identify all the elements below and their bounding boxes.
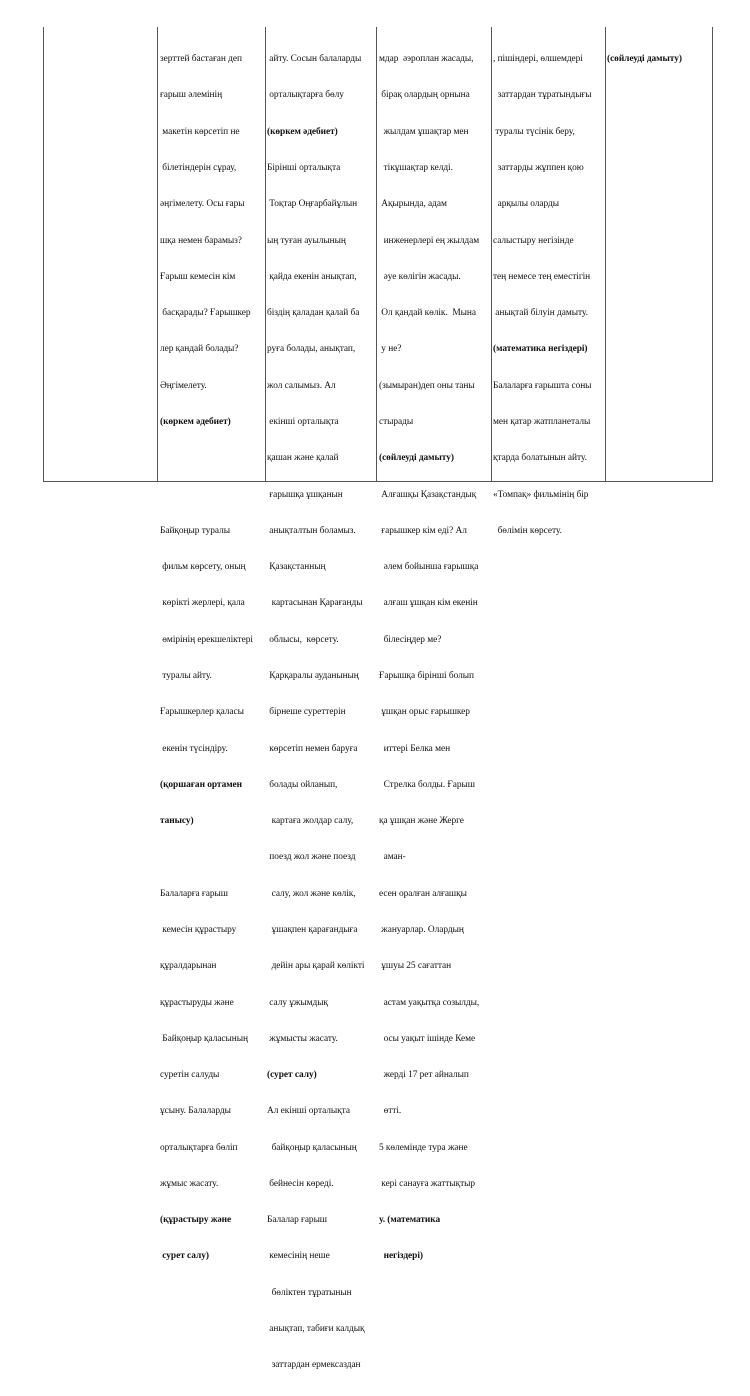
text-line: білетіндерін сұрау, — [160, 163, 237, 174]
column-divider-1 — [157, 27, 158, 481]
text-line: зерттей бастаған деп — [160, 54, 242, 65]
text-line: 5 көлемінде тура және — [379, 1142, 468, 1153]
column-divider-5 — [605, 27, 606, 481]
text-line: Алғашқы Қазақстандық — [379, 489, 477, 500]
text-line: тең немесе тең еместігін — [493, 271, 591, 282]
text-line: Қазақстанның — [267, 562, 326, 573]
text-line: Әңгімелету. — [160, 380, 207, 391]
text-line: жол салымыз. Ал — [267, 380, 336, 391]
text-line: Стрелка болды. Ғарыш — [379, 779, 475, 790]
text-line — [160, 489, 264, 501]
text-line: көрсетіп немен баруға — [267, 743, 358, 754]
activity-column-3 — [379, 29, 490, 1262]
text-line: ұшқан орыс ғарышкер — [379, 707, 470, 718]
text-line: Ол қандай көлік. Мына — [379, 308, 476, 319]
text-line: лер қандай болады? — [160, 344, 239, 355]
text-line: орталықтарға бөліп — [160, 1142, 238, 1153]
text-line: заттардан тұратындығы — [493, 90, 592, 101]
text-line: ың туған ауылының — [267, 235, 346, 246]
text-line: Балаларға ғарышта соны — [493, 380, 592, 391]
text-line: Ғарышқа бірінші болып — [379, 670, 474, 681]
text-line: айту. Сосын балаларды — [267, 54, 362, 65]
text-line — [160, 851, 264, 863]
column-divider-3 — [376, 27, 377, 481]
text-line: руға болады, анықтап, — [267, 344, 356, 355]
subject-label: (сөйлеуді дамыту) — [607, 54, 682, 65]
text-line: Ғарышкерлер қаласы — [160, 707, 244, 718]
activity-column-1 — [160, 29, 264, 1262]
table-border-left — [43, 27, 44, 481]
subject-label: (құрастыру және — [160, 1215, 232, 1226]
text-line: анықтай білуін дамыту. — [493, 308, 588, 319]
text-line: (зымыран)деп оны таны — [379, 380, 475, 391]
text-line: Ғарыш кемесін кім — [160, 271, 236, 282]
subject-label: (қоршаған ортамен — [160, 779, 243, 790]
text-line: бейнесін көреді. — [267, 1178, 334, 1189]
text-line: поезд жол және поезд — [267, 852, 356, 863]
text-line: есен оралған алғашқы — [379, 888, 467, 899]
text-line: у не? — [379, 344, 402, 355]
text-line: картасынан Қарағанды — [267, 598, 363, 609]
activity-column-4 — [493, 29, 604, 536]
text-line: бөлімін көрсету. — [493, 525, 562, 536]
text-line: кемесінің неше — [267, 1251, 330, 1262]
text-line: мдар әэроплан жасады, — [379, 54, 474, 65]
text-line: осы уақыт ішінде Кеме — [379, 1033, 476, 1044]
text-line: жылдам ұшақтар мен — [379, 126, 469, 137]
text-line: бөліктен тұратынын — [267, 1287, 352, 1298]
subject-label: сурет салу) — [160, 1251, 209, 1262]
text-line: басқарады? Ғарышкер — [160, 308, 251, 319]
text-line: Ал екінші орталықта — [267, 1106, 350, 1117]
text-line: туралы түсінік беру, — [493, 126, 575, 137]
subject-label: (математика негіздері) — [493, 344, 588, 355]
text-line: Балалар ғарыш — [267, 1215, 327, 1226]
text-line: ұсыну. Балаларды — [160, 1106, 231, 1117]
subject-label: (көркем әдебиет) — [267, 126, 338, 137]
text-line: жерді 17 рет айналып — [379, 1070, 469, 1081]
subject-label: (көркем әдебиет) — [160, 417, 231, 427]
text-line: ғарышқа ұшқанын — [267, 489, 343, 500]
text-line: астам уақытқа созылды, — [379, 997, 480, 1008]
text-line: арқылы оларды — [493, 199, 559, 210]
text-line: жұмысты жасату. — [267, 1033, 338, 1044]
subject-label: (сөйлеуді дамыту) — [379, 453, 454, 464]
column-divider-4 — [491, 27, 492, 481]
text-line: өмірінің ерекшеліктері — [160, 634, 253, 645]
text-line: Ақырында, адам — [379, 199, 447, 210]
text-line: болады ойланып, — [267, 779, 338, 790]
text-line: заттардан ермексаздан — [267, 1360, 361, 1371]
table-border-bottom — [43, 481, 713, 482]
text-line: , пішіндері, өлшемдері — [493, 54, 583, 65]
text-line: инженерлері ең жылдам — [379, 235, 480, 246]
text-line: әуе көлігін жасады. — [379, 271, 461, 282]
text-line: шқа немен барамыз? — [160, 235, 242, 246]
text-line: құрастыруды және — [160, 997, 234, 1008]
column-divider-2 — [265, 27, 266, 481]
text-line: дейін ары қарай көлікті — [267, 961, 365, 972]
text-line: білесіңдер ме? — [379, 634, 442, 645]
text-line: көрікті жерлері, қала — [160, 598, 245, 609]
text-line: біздің қаладан қалай ба — [267, 308, 360, 319]
activity-column-2 — [267, 29, 375, 1371]
text-line: салу ұжымдық — [267, 997, 328, 1008]
subject-label: негіздері) — [379, 1251, 423, 1262]
text-line: мен қатар жатпланеталы — [493, 417, 591, 427]
text-line: орталықтарға бөлу — [267, 90, 344, 101]
text-line: кемесін құрастыру — [160, 924, 237, 935]
text-line: макетін көрсетіп не — [160, 126, 240, 137]
subject-label: (сурет салу) — [267, 1070, 317, 1081]
text-line: облысы, көрсету. — [267, 634, 339, 645]
text-line: бірнеше суреттерін — [267, 707, 346, 718]
text-line: жұмыс жасату. — [160, 1178, 219, 1189]
activity-column-5 — [607, 29, 711, 477]
text-line: «Томпақ» фильмінің бір — [493, 489, 589, 500]
text-line: тікұшақтар келді. — [379, 163, 453, 174]
text-line: жануарлар. Олардың — [379, 924, 464, 935]
text-line: қтарда болатынын айту. — [493, 453, 587, 464]
text-line: байқоңыр қаласының — [267, 1142, 357, 1153]
text-line: стырады — [379, 417, 414, 427]
text-line: салыстыру негізінде — [493, 235, 574, 246]
text-line: қашан және қалай — [267, 453, 339, 464]
text-line: Байқоңыр қаласының — [160, 1033, 248, 1044]
text-line: Бірінші орталықта — [267, 163, 341, 174]
text-line: Байқоңыр туралы — [160, 525, 230, 536]
text-line: бірақ олардың орнына — [379, 90, 470, 101]
text-line: ұшақпен қарағандыға — [267, 924, 358, 935]
text-line: Балаларға ғарыш — [160, 888, 228, 899]
subject-label: танысу) — [160, 816, 194, 827]
text-line: ұшуы 25 сағаттан — [379, 961, 452, 972]
text-line — [160, 452, 264, 464]
text-line: фильм көрсету, оның — [160, 562, 246, 573]
text-line: иттері Белка мен — [379, 743, 451, 754]
text-line: заттарды жұппен қою — [493, 163, 584, 174]
text-line: құралдарынан — [160, 961, 217, 972]
text-line: Тоқтар Оңғарбайұлын — [267, 199, 358, 210]
text-line: Қарқаралы ауданының — [267, 670, 359, 681]
text-line: екенін түсіндіру. — [160, 743, 228, 754]
text-line: әңгімелету. Осы ғары — [160, 199, 245, 210]
text-line: ғарышкер кім еді? Ал — [379, 525, 467, 536]
text-line: әлем бойынша ғарышқа — [379, 562, 479, 573]
text-line: салу, жол және көлік, — [267, 888, 356, 899]
table-border-right — [712, 27, 713, 481]
text-line: ғарыш әлемінің — [160, 90, 223, 101]
text-line: суретін салуды — [160, 1070, 220, 1081]
text-line: алғаш ұшқан кім екенін — [379, 598, 478, 609]
text-line: кері санауға жаттықтыр — [379, 1178, 476, 1189]
text-line: екінші орталықта — [267, 417, 339, 427]
subject-label: у. (математика — [379, 1215, 441, 1226]
text-line: картаға жолдар салу, — [267, 816, 354, 827]
text-line: аман- — [379, 852, 406, 863]
text-line: анықталтын боламыз. — [267, 525, 356, 536]
text-line: туралы айту. — [160, 670, 212, 681]
text-line: өтті. — [379, 1106, 402, 1117]
text-line: анықтап, табиғи калдық — [267, 1324, 365, 1335]
text-line: қайда екенін анықтап, — [267, 271, 357, 282]
text-line: қа ұшқан және Жерге — [379, 816, 464, 827]
